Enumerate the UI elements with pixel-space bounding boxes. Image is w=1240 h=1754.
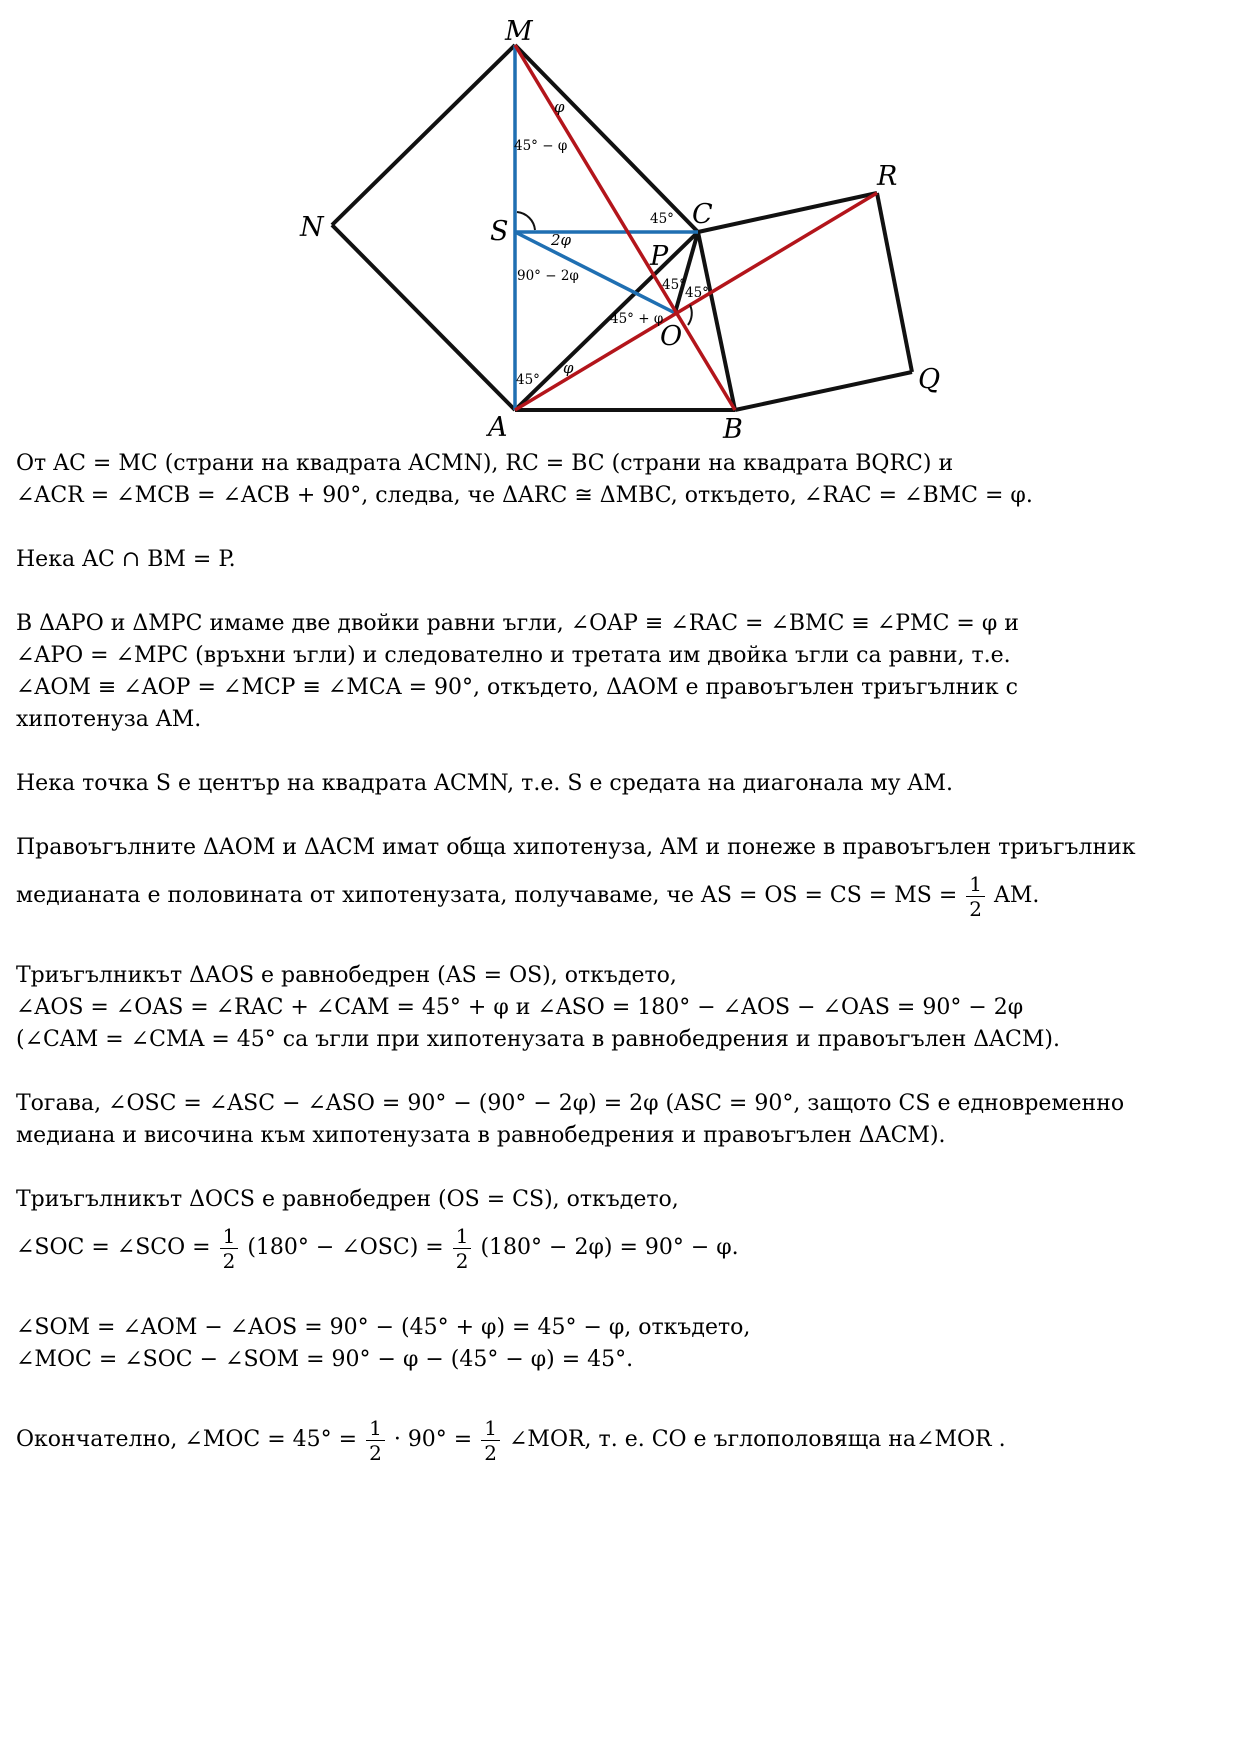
angle-label-45-a: 45° (516, 372, 540, 388)
angle-label-45-o-left: 45° (662, 277, 686, 293)
geometry-figure (0, 0, 1240, 440)
fraction-numerator: 1 (220, 1224, 239, 1249)
segment-rq (877, 193, 912, 372)
paragraph-3 (16, 608, 1231, 736)
fraction-numerator: 1 (966, 872, 985, 897)
segment-mn (332, 45, 515, 225)
text-segment: ∠MOR, т. е. CO е ъглополовяща на∠MOR . (508, 1427, 1006, 1452)
text-segment: Окончателно, ∠MOC = 45° = (16, 1427, 358, 1452)
fraction-denominator: 2 (222, 1248, 236, 1273)
fraction-numerator: 1 (481, 1416, 500, 1441)
text-line: хипотенуза AM. (16, 707, 202, 732)
paragraph-9 (16, 1312, 1231, 1376)
fraction-numerator: 1 (366, 1416, 385, 1441)
text-line: ∠AOS = ∠OAS = ∠RAC + ∠CAM = 45° + φ и ∠ASO = 180° − ∠AOS − ∠OAS = 90° − 2φ (16, 995, 1024, 1020)
fraction-denominator: 2 (484, 1440, 497, 1465)
text-segment: · 90° = (393, 1427, 473, 1452)
point-label-o: O (660, 321, 683, 352)
arc-at-s (517, 212, 535, 230)
text-line: Триъгълникът ΔOCS е равнобедрен (OS = CS), откъдето, (16, 1187, 679, 1212)
text-line: медиана и височина към хипотенузата в равнобедрения и правоъгълен ΔACM). (16, 1123, 946, 1148)
angle-label-45-plus-phi: 45° + φ (610, 311, 664, 327)
fraction-denominator: 2 (369, 1440, 382, 1465)
angle-label-90-minus-2phi: 90° − 2φ (517, 268, 579, 284)
text-line: ∠APO = ∠MPC (връхни ъгли) и следователно и третата им двойка ъгли са равни, т.е. (16, 643, 1011, 668)
angle-label-45-minus-phi: 45° − φ (514, 138, 568, 154)
text-line: ∠MOC = ∠SOC − ∠SOM = 90° − φ − (45° − φ) = 45°. (16, 1347, 634, 1372)
paragraph-7 (16, 1088, 1231, 1152)
text-line-with-fraction (16, 1216, 1231, 1280)
paragraph-5 (16, 832, 1231, 928)
text-line: (∠CAM = ∠CMA = 45° са ъгли при хипотенузата в равнобедрения и правоъгълен ΔACM). (16, 1027, 1060, 1052)
text-line: Нека AC ∩ BM = P. (16, 547, 236, 572)
segment-qb (735, 372, 912, 410)
segment-bc (698, 232, 735, 410)
point-label-c: C (692, 199, 713, 230)
text-segment: медианата е половината от хипотенузата, получаваме, че AS = OS = CS = MS = (16, 883, 958, 908)
text-segment: AM. (994, 883, 1040, 908)
fraction-one-half (220, 1224, 239, 1273)
segment-na (332, 225, 515, 410)
text-line: Триъгълникът ΔAOS е равнобедрен (AS = OS), откъдето, (16, 963, 677, 988)
fraction-one-half (966, 872, 985, 921)
text-line: ∠ACR = ∠MCB = ∠ACB + 90°, следва, че ΔARC ≅ ΔMBC, откъдето, ∠RAC = ∠BMC = φ. (16, 483, 1033, 508)
angle-label-phi-m: φ (554, 98, 565, 116)
text-segment: (180° − ∠OSC) = (247, 1235, 444, 1260)
text-line: ∠AOM ≡ ∠AOP = ∠MCP ≡ ∠MCA = 90°, откъдето, ΔAOM е правоъгълен триъгълник с (16, 675, 1018, 700)
point-label-q: Q (918, 364, 941, 395)
point-label-b: B (723, 414, 743, 440)
point-label-r: R (877, 161, 898, 192)
paragraph-1 (16, 448, 1231, 512)
angle-label-45-o-right: 45° (685, 285, 709, 301)
text-line: Нека точка S е център на квадрата ACMN, т.е. S е средата на диагонала му AM. (16, 771, 953, 796)
arc-at-o (688, 305, 692, 325)
text-line-with-fraction (16, 1408, 1231, 1472)
fraction-one-half (453, 1224, 472, 1273)
proof-text (16, 448, 1231, 1504)
text-line: Тогава, ∠OSC = ∠ASC − ∠ASO = 90° − (90° − 2φ) = 2φ (ASC = 90°, защото CS е едновременно (16, 1091, 1125, 1116)
fraction-denominator: 2 (455, 1248, 469, 1273)
point-label-a: A (488, 412, 508, 440)
paragraph-2 (16, 544, 1231, 576)
text-line: ∠SOM = ∠AOM − ∠AOS = 90° − (45° + φ) = 45° − φ, откъдето, (16, 1315, 751, 1340)
fraction-one-half (481, 1416, 500, 1465)
angle-label-phi-a: φ (563, 359, 574, 377)
paragraph-10 (16, 1408, 1231, 1472)
text-line: В ΔAPO и ΔMPC имаме две двойки равни ъгли, ∠OAP ≡ ∠RAC = ∠BMC ≡ ∠PMC = φ и (16, 611, 1019, 636)
text-line: От AC = MC (страни на квадрата ACMN), RC = BC (страни на квадрата BQRC) и (16, 451, 954, 476)
fraction-one-half (366, 1416, 385, 1465)
paragraph-6 (16, 960, 1231, 1056)
text-line-with-fraction (16, 864, 1231, 928)
paragraph-8 (16, 1184, 1231, 1280)
point-label-n: N (300, 212, 324, 243)
angle-label-2phi: 2φ (551, 231, 572, 249)
segment-cr (698, 193, 877, 232)
fraction-denominator: 2 (969, 896, 982, 921)
fraction-numerator: 1 (453, 1224, 472, 1249)
paragraph-4 (16, 768, 1231, 800)
point-label-m: M (505, 16, 533, 47)
text-line: Правоъгълните ΔAOM и ΔACM имат обща хипотенуза, AM и понеже в правоъгълен триъгълник (16, 835, 1136, 860)
text-segment: (180° − 2φ) = 90° − φ. (480, 1235, 739, 1260)
text-segment: ∠SOC = ∠SCO = (16, 1235, 211, 1260)
point-label-s: S (490, 216, 509, 247)
point-label-p: P (650, 241, 669, 272)
angle-label-45-c: 45° (650, 211, 674, 227)
